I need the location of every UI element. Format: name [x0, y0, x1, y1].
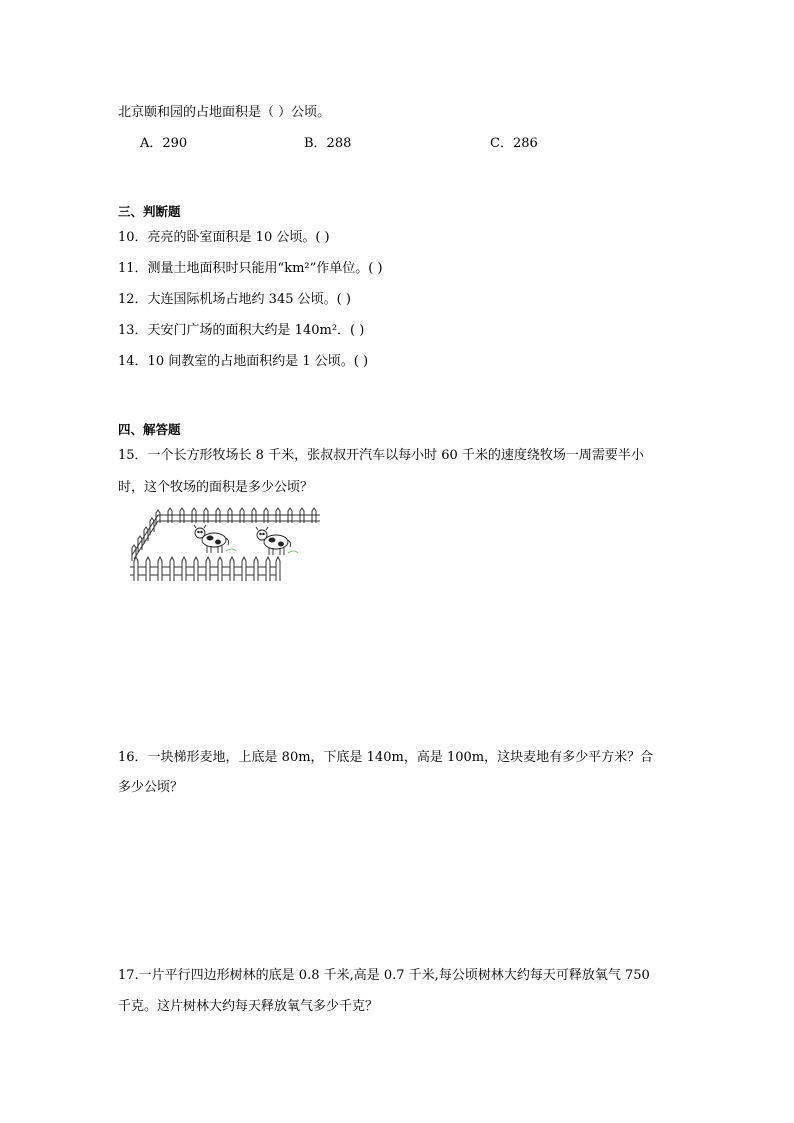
- pasture-fence-cows-illustration: [128, 505, 322, 585]
- q14-text: 14．10 间教室的占地面积约是 1 公顷。( ): [118, 354, 369, 369]
- q9-stem: 北京颐和园的占地面积是（ ）公顷。: [118, 105, 331, 120]
- q9-option-a: A．290: [140, 136, 188, 151]
- q17-line2: 千克。这片树林大约每天释放氧气多少千克？: [118, 999, 379, 1014]
- q15-line1: 15．一个长方形牧场长 8 千米，张叔叔开汽车以每小时 60 千米的速度绕牧场一周需要半小: [118, 448, 644, 463]
- q11-text: 11．测量土地面积时只能用“km²”作单位。( ): [118, 261, 383, 276]
- q12-text: 12．大连国际机场占地约 345 公顷。( ): [118, 292, 351, 307]
- back-fence-icon: [158, 508, 320, 523]
- section-title-solve: 四、解答题: [118, 422, 181, 437]
- q17-line1: 17.一片平行四边形树林的底是 0.8 千米,高是 0.7 千米,每公顷树林大约每天可释放氧气 750: [118, 968, 650, 983]
- q9-option-c: C．286: [490, 136, 538, 151]
- side-fence-icon: [132, 510, 160, 561]
- q16-line2: 多少公顷？: [118, 780, 184, 795]
- q16-line1: 16．一块梯形麦地，上底是 80m，下底是 140m，高是 100m，这块麦地有多少平方米？合: [118, 750, 654, 765]
- front-fence-icon: [130, 557, 280, 581]
- cow-icon: [256, 527, 298, 555]
- q10-text: 10．亮亮的卧室面积是 10 公顷。( ): [118, 230, 330, 245]
- cow-icon: [194, 525, 236, 553]
- section-title-judgement: 三、判断题: [118, 204, 181, 219]
- q15-line2: 时，这个牧场的面积是多少公顷？: [118, 480, 314, 495]
- q13-text: 13．天安门广场的面积大约是 140m²．( ): [118, 323, 365, 338]
- q9-option-b: B．288: [304, 136, 352, 151]
